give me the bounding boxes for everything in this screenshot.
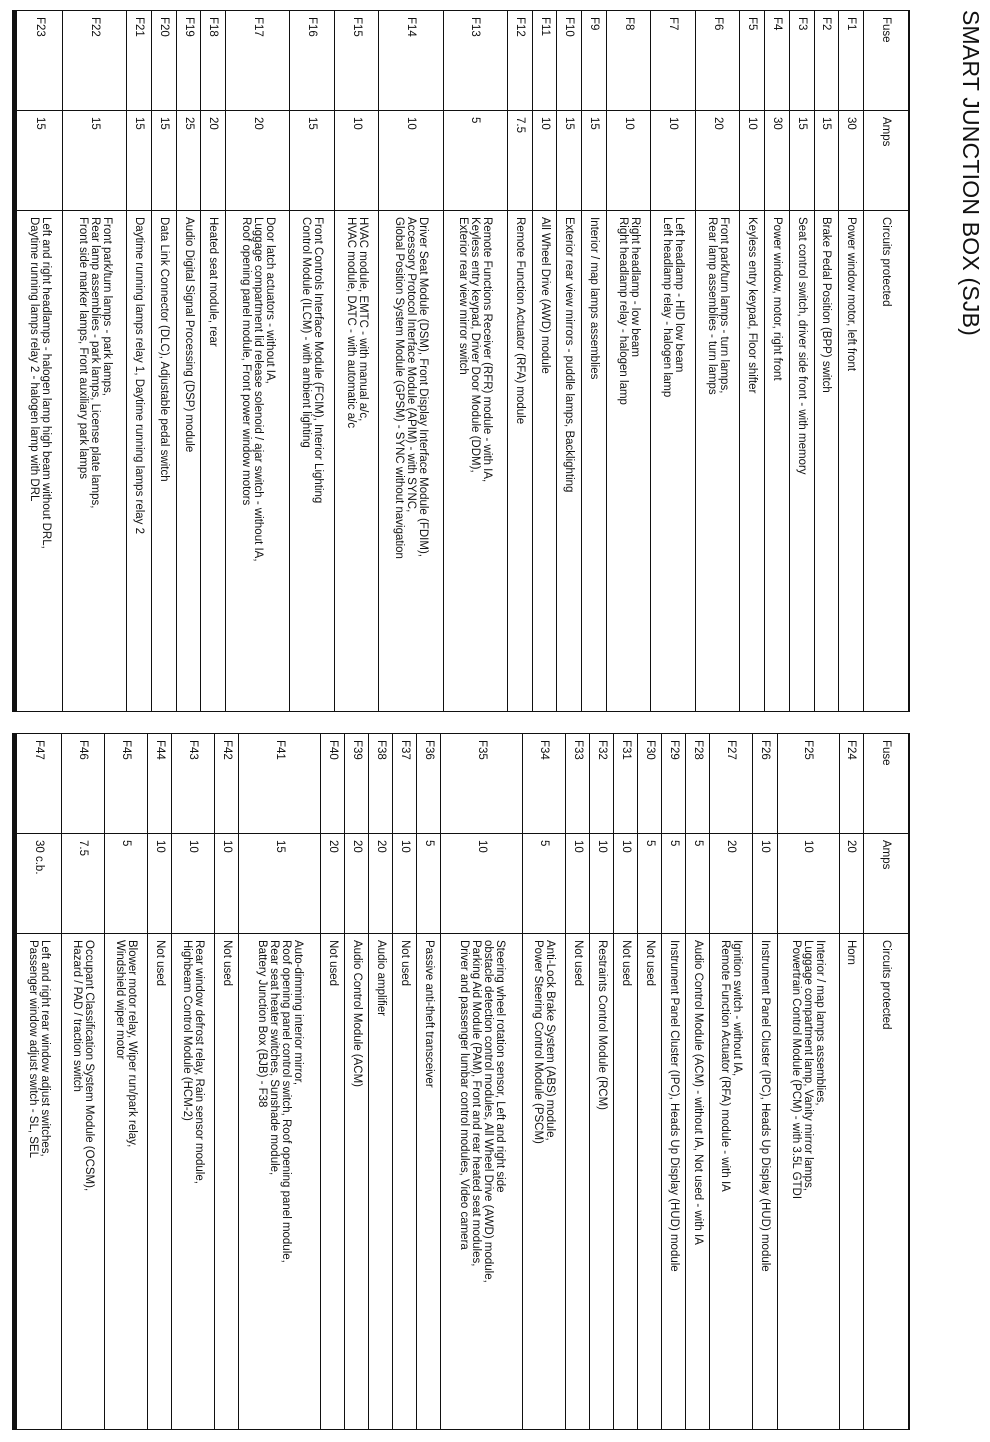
table-row [176, 11, 201, 712]
amp-rating: 10 [753, 834, 777, 934]
table-row [443, 11, 507, 712]
table-row [557, 11, 582, 712]
fuse-number: F41 [239, 734, 321, 834]
amp-rating: 10 [148, 834, 172, 934]
circuits-protected: Door latch actuators - without IA, Luggage compartment lid release solenoid / ajar switch - without IA, Roof opening panel module, Front power window motors [226, 211, 290, 712]
fuse-number: F27 [710, 734, 753, 834]
circuits-protected: Left and right rear window adjust switches, Passenger window adjust switch - SL, SEL [15, 934, 62, 1430]
amp-rating: 30 [765, 111, 790, 211]
amp-rating: 15 [63, 111, 127, 211]
circuits-protected: Ignition switch - without IA, Remote Function Actuator (RFA) module - with IA [710, 934, 753, 1430]
fuse-table-panel-2 [12, 733, 910, 1430]
amp-rating: 30 c.b. [15, 834, 62, 934]
circuits-protected: Audio Control Module (ACM) - without IA, Not used - with IA [686, 934, 710, 1430]
table-row [104, 734, 147, 1430]
table-row [417, 734, 441, 1430]
table-row [63, 11, 127, 712]
table-row [15, 11, 63, 712]
circuits-protected: Not used [566, 934, 590, 1430]
table-row [582, 11, 607, 712]
amp-rating: 15 [152, 111, 177, 211]
circuits-protected: Exterior rear view mirrors - puddle lamps, Backlighting [557, 211, 582, 712]
table-row [522, 734, 565, 1430]
amp-rating: 7.5 [508, 111, 533, 211]
circuits-protected: Brake Pedal Position (BPP) switch [814, 211, 839, 712]
circuits-protected: All Wheel Drive (AWD) module [532, 211, 557, 712]
fuse-number: F20 [152, 11, 177, 111]
circuits-protected: Keyless entry keypad, Floor shifter [740, 211, 765, 712]
circuits-protected: Audio Digital Signal Processing (DSP) module [176, 211, 201, 712]
amp-rating: 20 [201, 111, 226, 211]
fuse-number: F47 [15, 734, 62, 834]
fuse-number: F10 [557, 11, 582, 111]
fuse-number: F29 [662, 734, 686, 834]
amp-rating: 25 [176, 111, 201, 211]
table-row [172, 734, 215, 1430]
table-row [201, 11, 226, 712]
table-row [369, 734, 393, 1430]
fuse-number: F17 [226, 11, 290, 111]
fuse-number: F9 [582, 11, 607, 111]
fuse-number: F21 [127, 11, 152, 111]
amp-rating: 10 [441, 834, 523, 934]
fuse-number: F18 [201, 11, 226, 111]
fuse-number: F8 [606, 11, 651, 111]
circuits-protected: Occupant Classification System Module (OCSM), Hazard / PAD / traction switch [61, 934, 104, 1430]
table-row [695, 11, 740, 712]
table-row [239, 734, 321, 1430]
fuse-number: F6 [695, 11, 740, 111]
circuits-protected: HVAC module, EMTC - with manual a/c, HVAC module, DATC - with automatic a/c [334, 211, 379, 712]
table-row [61, 734, 104, 1430]
table-row [814, 11, 839, 712]
amp-rating: 15 [239, 834, 321, 934]
fuse-number: F35 [441, 734, 523, 834]
fuse-number: F45 [104, 734, 147, 834]
circuits-protected: Not used [638, 934, 662, 1430]
table-row [839, 11, 864, 712]
fuse-number: F22 [63, 11, 127, 111]
fuse-table-1 [12, 10, 910, 712]
amp-rating: 15 [15, 111, 63, 211]
table-row [15, 734, 62, 1430]
amp-rating: 10 [651, 111, 696, 211]
fuse-number: F2 [814, 11, 839, 111]
circuits-column-header: Circuits protected [864, 211, 910, 712]
fuse-number: F43 [172, 734, 215, 834]
fuse-number: F4 [765, 11, 790, 111]
amp-rating: 15 [557, 111, 582, 211]
amp-rating: 20 [710, 834, 753, 934]
circuits-protected: Heated seat module, rear [201, 211, 226, 712]
fuse-number: F16 [290, 11, 335, 111]
amp-rating: 5 [686, 834, 710, 934]
table-row [740, 11, 765, 712]
amp-rating: 5 [522, 834, 565, 934]
circuits-protected: Seat control switch, driver side front - with memory [789, 211, 814, 712]
circuits-protected: Front park/turn lamps - park lamps, Rear lamp assemblies - park lamps, License plate lamps, Front side marker lamps, Front auxiliary park lamps [63, 211, 127, 712]
circuits-protected: Power window, motor, right front [765, 211, 790, 712]
amp-rating: 10 [532, 111, 557, 211]
amp-rating: 20 [695, 111, 740, 211]
circuits-protected: Left headlamp - HID low beam Left headlamp relay - halogen lamp [651, 211, 696, 712]
fuse-number: F25 [777, 734, 839, 834]
table-row [590, 734, 614, 1430]
fuse-number: F44 [148, 734, 172, 834]
fuse-number: F30 [638, 734, 662, 834]
circuits-protected: Rear window defrost relay, Rain sensor module, Highbeam Control Module (HCM-2) [172, 934, 215, 1430]
table-header-row [864, 11, 910, 712]
fuse-number: F24 [839, 734, 863, 834]
fuse-number: F23 [15, 11, 63, 111]
fuse-number: F42 [215, 734, 239, 834]
amp-rating: 5 [417, 834, 441, 934]
amp-rating: 5 [443, 111, 507, 211]
page-title: SMART JUNCTION BOX (SJB) [958, 10, 984, 336]
circuits-protected: Blower motor relay, Wiper run/park relay, Windshield wiper motor [104, 934, 147, 1430]
circuits-protected: Remote Function Actuator (RFA) module [508, 211, 533, 712]
amps-column-header: Amps [864, 111, 910, 211]
amp-rating: 20 [321, 834, 345, 934]
table-row [789, 11, 814, 712]
circuits-protected: Data Link Connector (DLC), Adjustable pedal switch [152, 211, 177, 712]
fuse-number: F14 [379, 11, 443, 111]
table-row [152, 11, 177, 712]
circuits-protected: Front park/turn lamps - turn lamps, Rear lamp assemblies - turn lamps [695, 211, 740, 712]
table-row [765, 11, 790, 712]
amp-rating: 10 [393, 834, 417, 934]
table-row [606, 11, 651, 712]
circuits-protected: Driver Seat Module (DSM), Front Display Interface Module (FDIM), Accessory Protocol Interface Module (APIM) - with SYNC, Global Position System Module (GPSM) - SYNC without navigation [379, 211, 443, 712]
fuse-number: F34 [522, 734, 565, 834]
table-row [662, 734, 686, 1430]
circuits-protected: Not used [215, 934, 239, 1430]
fuse-number: F33 [566, 734, 590, 834]
amp-rating: 10 [379, 111, 443, 211]
amp-rating: 20 [345, 834, 369, 934]
fuse-number: F38 [369, 734, 393, 834]
circuits-protected: Not used [614, 934, 638, 1430]
amp-rating: 20 [839, 834, 863, 934]
fuse-number: F11 [532, 11, 557, 111]
fuse-number: F13 [443, 11, 507, 111]
table-row [393, 734, 417, 1430]
fuse-number: F5 [740, 11, 765, 111]
fuse-number: F36 [417, 734, 441, 834]
circuits-protected: Audio Control Module (ACM) [345, 934, 369, 1430]
table-row [710, 734, 753, 1430]
circuits-protected: Audio amplifier [369, 934, 393, 1430]
circuits-protected: Front Controls Interface Module (FCIM), Interior Lighting Control Module (ILCM) - with ambient lighting [290, 211, 335, 712]
amp-rating: 20 [226, 111, 290, 211]
fuse-number: F19 [176, 11, 201, 111]
fuse-number: F32 [590, 734, 614, 834]
fuse-table-panel-1 [12, 10, 910, 712]
table-row [753, 734, 777, 1430]
fuse-number: F3 [789, 11, 814, 111]
circuits-column-header: Circuits protected [864, 934, 910, 1430]
fuse-number: F7 [651, 11, 696, 111]
circuits-protected: Left and right headlamps - halogen lamp high beam without DRL, Daytime running lamps relay 2 - halogen lamp with DRL [15, 211, 63, 712]
fuse-number: F39 [345, 734, 369, 834]
fuse-column-header: Fuse [864, 734, 910, 834]
table-row [226, 11, 290, 712]
table-row [777, 734, 839, 1430]
amp-rating: 10 [777, 834, 839, 934]
circuits-protected: Daytime running lamps relay 1, Daytime running lamps relay 2 [127, 211, 152, 712]
table-row [334, 11, 379, 712]
circuits-protected: Not used [148, 934, 172, 1430]
circuits-protected: Interior / map lamps assemblies, Luggage compartment lamp, Vanity mirror lamps, Powertrain Control Module (PCM) - with 3.5L GTDI [777, 934, 839, 1430]
table-row [651, 11, 696, 712]
table-row [345, 734, 369, 1430]
fuse-number: F1 [839, 11, 864, 111]
amp-rating: 10 [566, 834, 590, 934]
circuits-protected: Not used [393, 934, 417, 1430]
table-row [127, 11, 152, 712]
circuits-protected: Anti-Lock Brake System (ABS) module, Power Steering Control Module (PSCM) [522, 934, 565, 1430]
amp-rating: 20 [369, 834, 393, 934]
table-header-row [864, 734, 910, 1430]
circuits-protected: Restraints Control Module (RCM) [590, 934, 614, 1430]
fuse-number: F37 [393, 734, 417, 834]
fuse-column-header: Fuse [864, 11, 910, 111]
table-row [614, 734, 638, 1430]
amp-rating: 7.5 [61, 834, 104, 934]
table-row [638, 734, 662, 1430]
table-row [508, 11, 533, 712]
amp-rating: 5 [104, 834, 147, 934]
circuits-protected: Steering wheel rotation sensor, Left and right side obstacle detection control modules, All Wheel Drive (AWD) module, Parking Aid Module (PAM), Front and rear heated seat modules, Driver and passenger lumbar control modules, Video camera [441, 934, 523, 1430]
amp-rating: 15 [290, 111, 335, 211]
fuse-number: F31 [614, 734, 638, 834]
circuits-protected: Right headlamp - low beam Right headlamp relay - halogen lamp [606, 211, 651, 712]
table-row [379, 11, 443, 712]
circuits-protected: Not used [321, 934, 345, 1430]
amp-rating: 10 [590, 834, 614, 934]
table-row [686, 734, 710, 1430]
fuse-number: F28 [686, 734, 710, 834]
circuits-protected: Power window motor, left front [839, 211, 864, 712]
amp-rating: 5 [638, 834, 662, 934]
amp-rating: 10 [740, 111, 765, 211]
fuse-number: F12 [508, 11, 533, 111]
circuits-protected: Remote Functions Receiver (RFR) module - with IA, Keyless entry keypad, Driver Door Module (DDM), Exterior rear view mirror switch [443, 211, 507, 712]
amps-column-header: Amps [864, 834, 910, 934]
circuits-protected: Horn [839, 934, 863, 1430]
amp-rating: 10 [334, 111, 379, 211]
table-row [215, 734, 239, 1430]
fuse-number: F40 [321, 734, 345, 834]
table-row [532, 11, 557, 712]
table-row [566, 734, 590, 1430]
amp-rating: 10 [606, 111, 651, 211]
amp-rating: 30 [839, 111, 864, 211]
amp-rating: 15 [582, 111, 607, 211]
amp-rating: 5 [662, 834, 686, 934]
amp-rating: 15 [127, 111, 152, 211]
table-row [290, 11, 335, 712]
circuits-protected: Instrument Panel Cluster (IPC), Heads Up Display (HUD) module [753, 934, 777, 1430]
table-row [321, 734, 345, 1430]
circuits-protected: Interior / map lamps assemblies [582, 211, 607, 712]
fuse-number: F15 [334, 11, 379, 111]
amp-rating: 15 [789, 111, 814, 211]
amp-rating: 10 [614, 834, 638, 934]
table-row [441, 734, 523, 1430]
circuits-protected: Instrument Panel Cluster (IPC), Heads Up Display (HUD) module [662, 934, 686, 1430]
amp-rating: 10 [215, 834, 239, 934]
circuits-protected: Auto-dimming interior mirror, Roof opening panel control switch, Roof opening panel module, Rear seat heater switches, Sunshade module, Battery Junction Box (BJB) - F38 [239, 934, 321, 1430]
table-row [148, 734, 172, 1430]
fuse-table-2 [12, 733, 910, 1430]
fuse-number: F26 [753, 734, 777, 834]
amp-rating: 10 [172, 834, 215, 934]
circuits-protected: Passive anti-theft transceiver [417, 934, 441, 1430]
table-row [839, 734, 863, 1430]
amp-rating: 15 [814, 111, 839, 211]
fuse-number: F46 [61, 734, 104, 834]
